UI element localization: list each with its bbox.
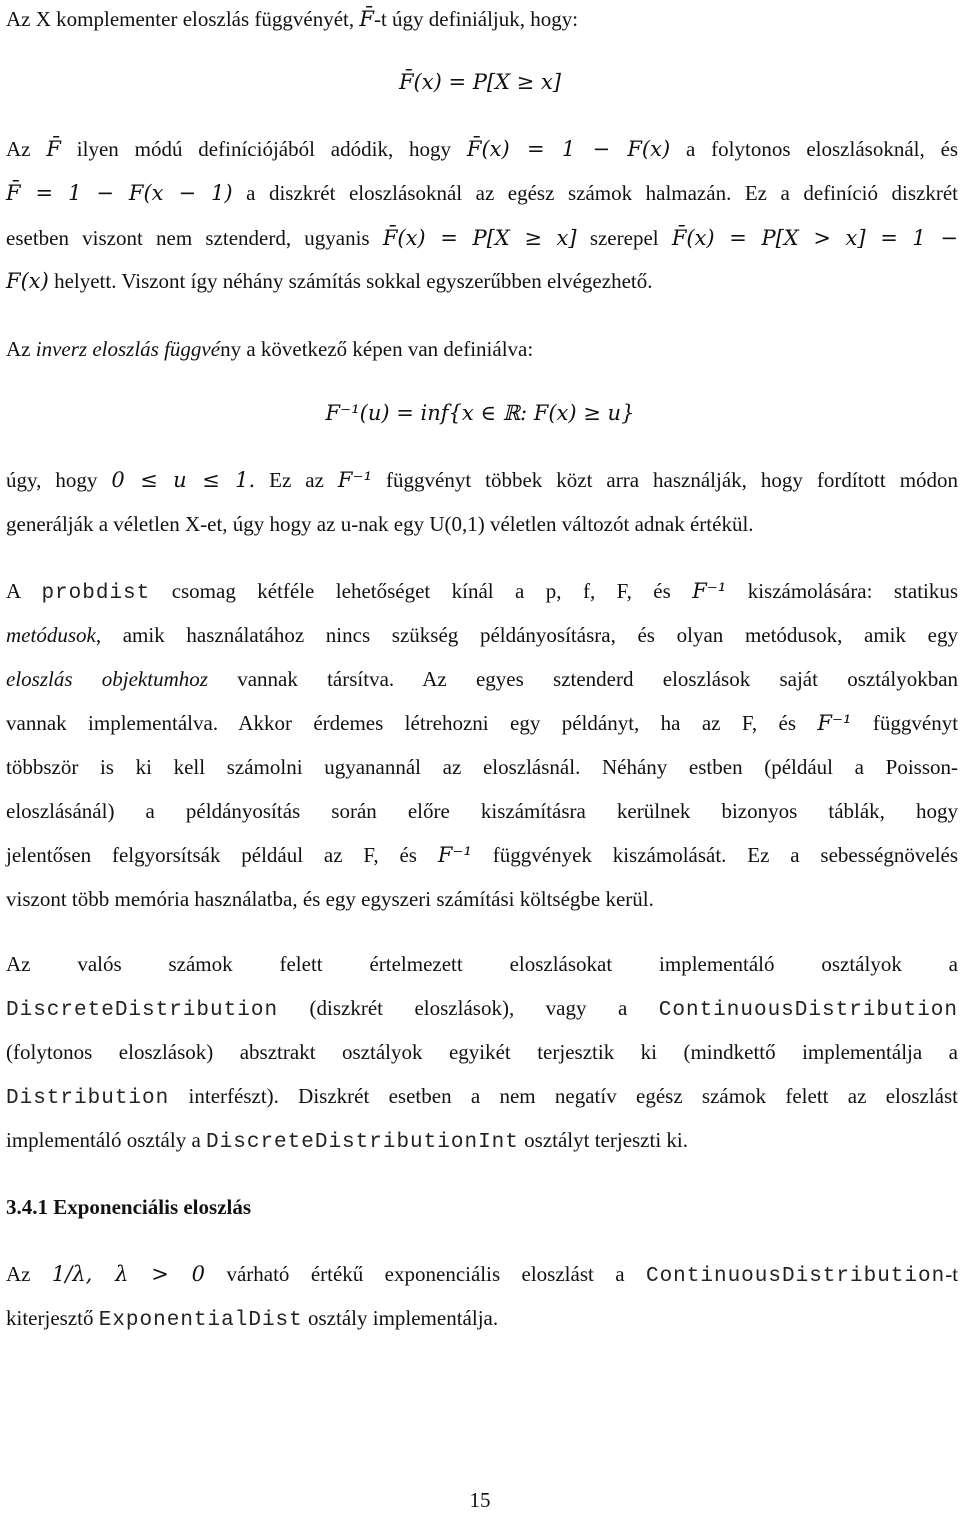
math-formula: F̄(x) = 1 − F(x) [466,137,671,161]
text: Az [6,337,31,361]
math-fbar: F̄ [46,137,61,161]
text: Az [6,1262,31,1286]
text: többször is ki kell számolni ugyanannál az eloszlásnál. Néhány estben (például a Poisson- [6,755,958,779]
text: , amik használatához nincs szükség példányosításra, és olyan metódusok, amik egy [95,623,958,647]
text: Az valós számok felett értelmezett eloszlásokat implementáló osztályok a [6,952,958,976]
math-fbar: F̄ [359,7,374,31]
text: esetben viszont nem sztenderd, ugyanis [6,226,370,250]
text: interfészt). Diszkrét esetben a nem negatív egész számok felett az eloszlást [188,1084,959,1108]
formula-fbar-definition: F̄(x) = P[X ≥ x] [398,70,561,94]
code-distribution: Distribution [6,1087,170,1110]
text: helyett. Viszont így néhány számítás sokkal egyszerűbben elvégezhető. [54,269,653,293]
text: kiterjesztő [6,1306,94,1330]
text: Az [6,137,31,161]
paragraph-line [6,134,958,164]
emphasis: inverz eloszlás függvé [35,337,221,361]
paragraph-line [6,1259,958,1292]
paragraph-line [6,752,958,782]
text: Ez az [269,468,324,492]
paragraph-line [6,266,958,296]
text: Az X komplementer eloszlás függvényét, [6,7,355,31]
section-heading: 3.4.1 Exponenciális eloszlás [6,1195,252,1219]
text: osztályt terjeszti ki. [524,1128,689,1152]
text: függvényt többek közt arra használják, hogy fordított módon [386,468,959,492]
paragraph-line [6,178,958,208]
text: -t [945,1262,959,1286]
paragraph-line [6,1125,958,1158]
text: (folytonos eloszlások) absztrakt osztályok egyikét terjesztik ki (mindkettő implementálja a [6,1040,958,1064]
math-formula: F̄ = 1 − F(x − 1) [6,181,233,205]
text: -t úgy definiáljuk, hogy: [373,7,579,31]
paragraph-line [6,4,958,34]
text: osztály implementálja. [308,1306,499,1330]
text: függvényt [872,711,959,735]
paragraph-line [6,949,958,979]
text: csomag kétféle lehetőséget kínál a p, f, F, és [171,579,671,603]
text: implementáló osztály a [6,1128,201,1152]
text: generálják a véletlen X-et, úgy hogy az u-nak egy U(0,1) véletlen változót adnak értékül. [6,512,754,536]
text: eloszlásánál) a példányosítás során előre kiszámításra kerülnek bizonyos táblák, hogy [6,799,958,823]
paragraph-line [6,664,958,694]
text: A [6,579,21,603]
math-finv: F⁻¹ [437,843,472,867]
inline-group [646,1262,958,1286]
code-exponential-dist: ExponentialDist [98,1309,303,1332]
math-finv: F⁻¹ [337,468,372,492]
paragraph-line [6,1303,958,1336]
paragraph-line [6,993,958,1026]
paragraph-line [6,796,958,826]
text: a folytonos eloszlásoknál, és [686,137,959,161]
code-discrete-distribution: DiscreteDistribution [6,999,279,1022]
math-finv: F⁻¹ [692,579,727,603]
paragraph-line [6,1037,958,1067]
paragraph-line [6,1081,958,1114]
text: jelentősen felgyorsítsák például az F, és [6,843,417,867]
math-formula: F̄(x) = P[X ≥ x] [382,226,577,250]
text: ilyen módú definíciójából adódik, hogy [76,137,452,161]
emphasis: metódusok [6,623,96,647]
paragraph-line [6,884,958,914]
paragraph-line [6,620,958,650]
paragraph-line [6,840,958,870]
text: a diszkrét eloszlásoknál az egész számok halmazán. Ez a definíció diszkrét [246,181,959,205]
math-fx: F(x) [6,269,49,293]
text: szerepel [589,226,659,250]
emphasis: eloszlás objektumhoz [6,667,208,691]
math-formula: F̄(x) = P[X > x] = 1 − [671,226,959,250]
text: függvények kiszámolását. Ez a sebességnövelés [492,843,959,867]
code-continuous-distribution: ContinuousDistribution [658,999,959,1022]
text: ny a következő képen van definiálva: [220,337,534,361]
math-formula: 0 ≤ u ≤ 1. [111,468,256,492]
text: várható értékű exponenciális eloszlást a [226,1262,625,1286]
paragraph-line [6,223,958,253]
code-probdist: probdist [41,582,151,605]
text: vannak implementálva. Akkor érdemes létrehozni egy példányt, ha az F, és [6,711,797,735]
code-discrete-distribution-int: DiscreteDistributionInt [206,1131,519,1154]
math-formula: 1/λ, λ > 0 [51,1262,206,1286]
text: úgy, hogy [6,468,98,492]
display-formula [0,67,960,97]
formula-inverse-definition: F⁻¹(u) = inf{x ∈ ℝ: F(x) ≥ u} [325,401,635,425]
page-number: 15 [469,1488,491,1512]
text: viszont több memória használatba, és egy egyszeri számítási költségbe kerül. [6,887,654,911]
text: kiszámolására: statikus [747,579,959,603]
paragraph-line [6,576,958,609]
paragraph-line [6,465,958,495]
display-formula [0,398,960,428]
paragraph-line [6,509,958,539]
text: vannak társítva. Az egyes sztenderd eloszlások saját osztályokban [237,667,959,691]
math-finv: F⁻¹ [817,711,852,735]
paragraph-line [6,708,958,738]
text: (diszkrét eloszlások), vagy a [309,996,628,1020]
paragraph-line [6,334,958,364]
code-continuous-distribution: ContinuousDistribution [645,1265,946,1288]
